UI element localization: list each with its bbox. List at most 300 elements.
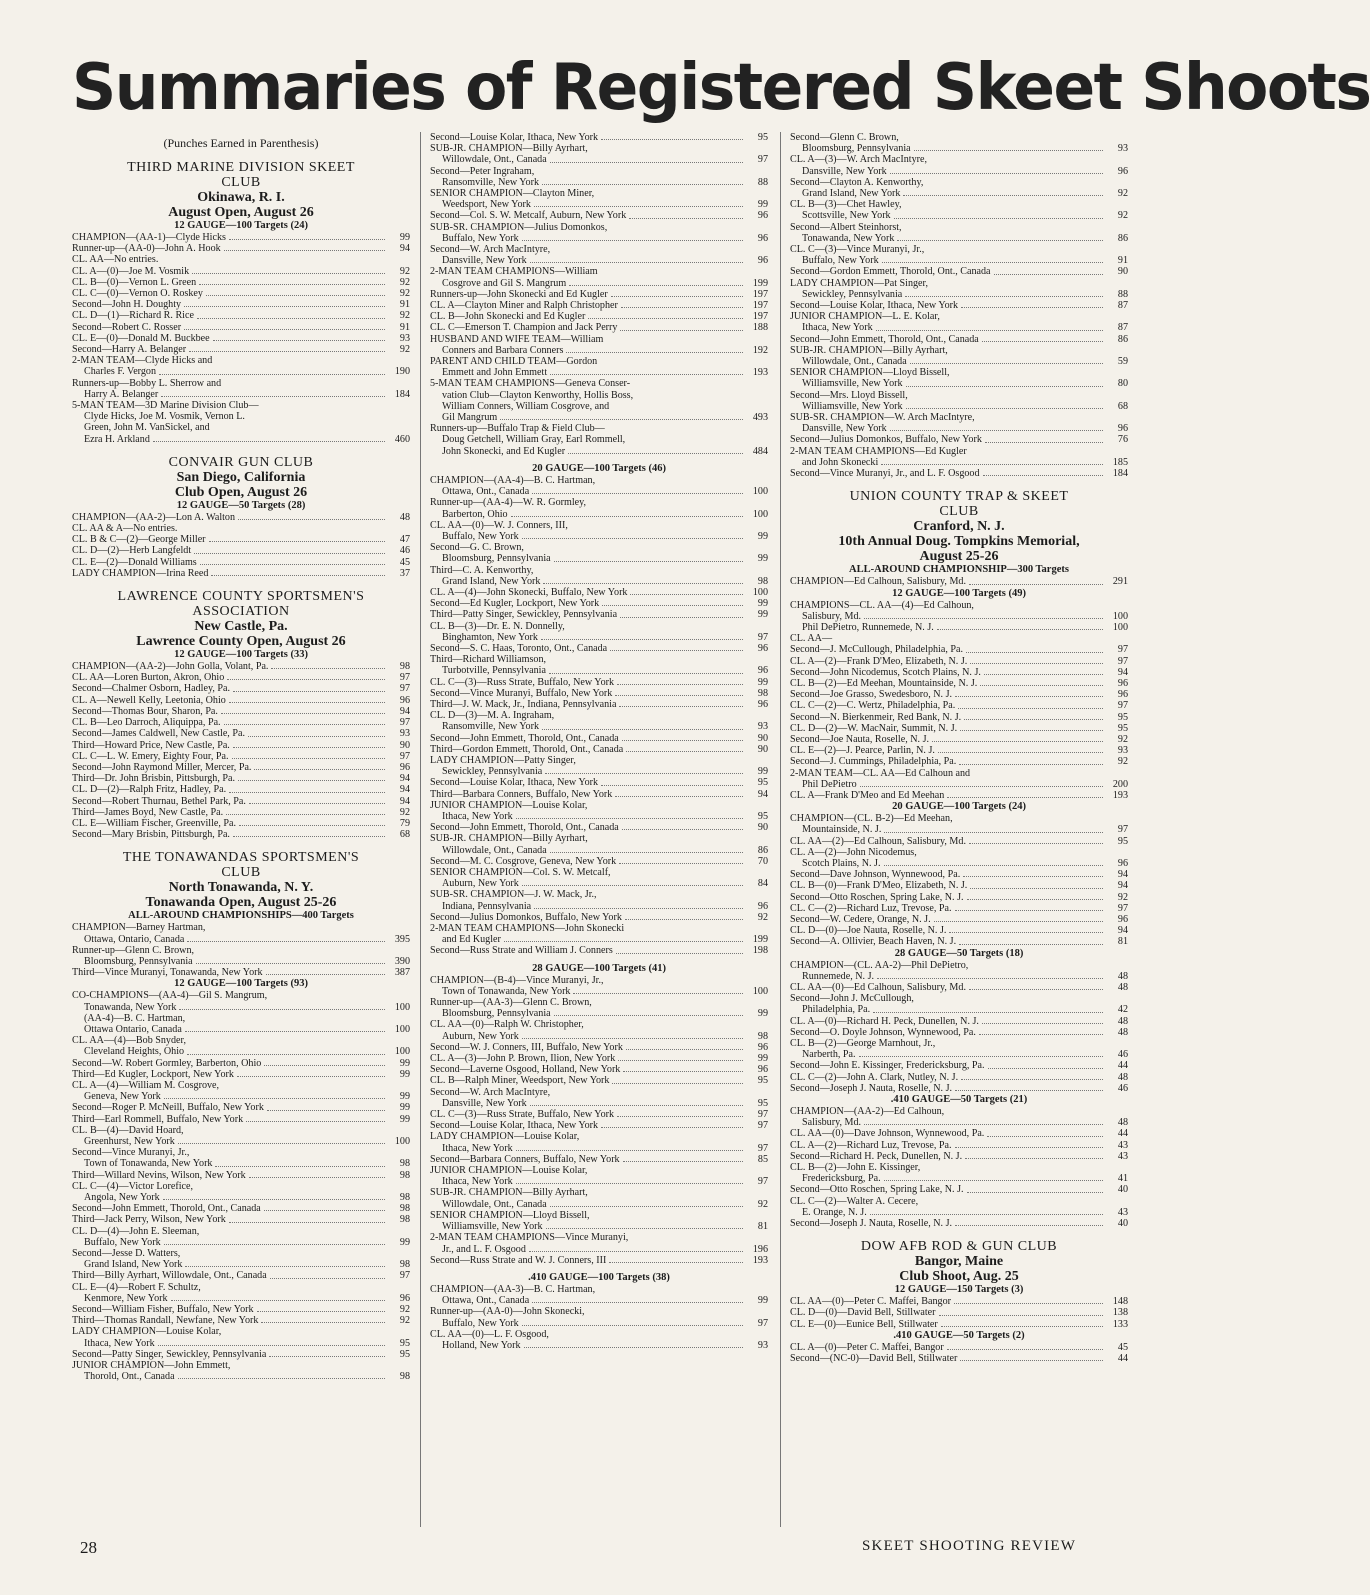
dot-leader: [516, 1183, 743, 1184]
result-text: 2-MAN TEAM CHAMPIONS—John Skonecki: [430, 923, 625, 935]
gauge-heading: 12 GAUGE—100 Targets (93): [174, 978, 308, 990]
result-line: [790, 289, 1128, 300]
dot-leader: [187, 941, 385, 942]
result-line: [72, 740, 410, 751]
result-line: [430, 789, 768, 800]
result-name: CL. B—Ralph Miner, Weedsport, New York: [430, 1075, 610, 1087]
dot-leader: [532, 1302, 743, 1303]
result-name: Second—W. Robert Gormley, Barberton, Ohio: [72, 1057, 262, 1069]
result-name: Emmett and John Emmett: [442, 367, 548, 379]
result-name: Willowdale, Ont., Canada: [442, 154, 547, 166]
dot-leader: [890, 173, 1103, 174]
result-name: Second—Robert C. Rosser: [72, 321, 182, 333]
dot-leader: [266, 974, 385, 975]
result-text: SUB-JR. CHAMPION—Billy Ayrhart,: [430, 143, 588, 155]
dot-leader: [625, 919, 743, 920]
dot-leader: [873, 1012, 1103, 1013]
result-line: [790, 689, 1128, 700]
result-line: [790, 1296, 1128, 1307]
result-line: [790, 1016, 1128, 1027]
result-score: 92: [399, 806, 410, 818]
result-name: CL. E—(2)—Donald Williams: [72, 556, 197, 568]
dot-leader: [522, 1038, 743, 1039]
result-line: [430, 412, 768, 423]
result-name: Runner-up—(AA-0)—John A. Hook: [72, 243, 221, 255]
result-score: 99: [399, 1057, 410, 1069]
result-line: [790, 356, 1128, 367]
result-line: [430, 289, 768, 300]
result-line: [790, 1342, 1128, 1353]
result-name: LADY CHAMPION—Irina Reed: [72, 567, 209, 579]
result-line: [790, 622, 1128, 633]
result-line: [790, 188, 1128, 199]
dot-leader: [516, 1150, 743, 1151]
result-score: 44: [1117, 1060, 1128, 1072]
result-score: 87: [1117, 322, 1128, 334]
dot-leader: [227, 679, 385, 680]
result-text: Third—Richard Williamson,: [430, 654, 547, 666]
result-name: Second—Louise Kolar, Ithaca, New York: [430, 777, 599, 789]
result-text: Clyde Hicks, Joe M. Vosmik, Vernon L.: [84, 411, 245, 423]
result-text: SENIOR CHAMPION—Lloyd Bissell,: [790, 367, 950, 379]
result-text: CL. B—(2)—John E. Kissinger,: [790, 1162, 921, 1174]
result-line: [72, 1170, 410, 1181]
result-line: [430, 367, 768, 378]
result-name: Grand Island, New York: [802, 188, 901, 200]
dot-leader: [550, 374, 743, 375]
result-name: Buffalo, New York: [442, 1317, 519, 1329]
result-name: Second—Joe Grasso, Swedesboro, N. J.: [790, 689, 953, 701]
result-line: [430, 132, 768, 143]
result-score: 97: [757, 1120, 768, 1132]
result-score: 95: [1117, 835, 1128, 847]
result-score: 99: [757, 1008, 768, 1020]
result-line: [72, 1158, 410, 1169]
dot-leader: [937, 629, 1103, 630]
result-text: LADY CHAMPION—Louise Kolar,: [72, 1326, 222, 1338]
result-line: [430, 345, 768, 356]
dot-leader: [566, 352, 743, 353]
dot-leader: [541, 639, 743, 640]
result-score: 97: [757, 1317, 768, 1329]
dot-leader: [610, 650, 743, 651]
result-score: 94: [1117, 869, 1128, 881]
result-name: CL. D—(0)—David Bell, Stillwater: [790, 1307, 936, 1319]
club-location: Cranford, N. J.: [913, 519, 1005, 535]
result-name: Second—Louise Kolar, Ithaca, New York: [430, 132, 599, 143]
result-text: 5-MAN TEAM—3D Marine Division Club—: [72, 400, 259, 412]
result-name: Weedsport, New York: [442, 199, 531, 211]
result-name: CL. AA—(0)—Peter C. Maffei, Bangor: [790, 1296, 952, 1308]
result-text: Second—Albert Steinhorst,: [790, 221, 902, 233]
result-text: CL. AA—(0)—Ralph W. Christopher,: [430, 1019, 584, 1031]
result-line: [790, 255, 1128, 266]
result-line: [430, 733, 768, 744]
result-score: 96: [1117, 689, 1128, 701]
result-name: Second—Thomas Bour, Sharon, Pa.: [72, 705, 218, 717]
dot-leader: [254, 769, 385, 770]
dot-leader: [955, 1225, 1103, 1226]
result-name: Philadelphia, Pa.: [802, 1004, 871, 1016]
result-line: [72, 706, 410, 717]
result-line: [430, 311, 768, 322]
result-name: Sewickley, Pennsylvania: [802, 288, 903, 300]
result-name: CL. A—(0)—Peter C. Maffei, Bangor: [790, 1341, 944, 1353]
result-name: Williamsville, New York: [802, 400, 903, 412]
result-line: [72, 344, 410, 355]
result-line: [72, 818, 410, 829]
result-text: CL. A—(4)—William M. Cosgrove,: [72, 1079, 220, 1091]
dot-leader: [870, 1214, 1103, 1215]
result-score: 133: [1112, 1318, 1128, 1330]
result-score: 95: [1117, 711, 1128, 723]
result-name: Salisbury, Md.: [802, 610, 862, 622]
result-name: Willowdale, Ont., Canada: [442, 1198, 547, 1210]
result-line: [72, 967, 410, 978]
result-line: [72, 333, 410, 344]
club-name: CLUB: [939, 504, 979, 520]
result-text: Second—W. Arch MacIntyre,: [430, 244, 551, 256]
result-text: 2-MAN TEAM CHAMPIONS—William: [430, 266, 598, 278]
result-score: 188: [752, 322, 768, 334]
club-location: North Tonawanda, N. Y.: [168, 880, 314, 896]
result-name: Ithaca, New York: [84, 1337, 155, 1349]
result-score: 98: [399, 1203, 410, 1215]
result-line: [790, 1151, 1128, 1162]
result-line: [430, 177, 768, 188]
dot-leader: [179, 1009, 385, 1010]
result-line: [790, 745, 1128, 756]
dot-leader: [238, 780, 385, 781]
result-line: [72, 934, 410, 945]
result-name: Second—Julius Domonkos, Buffalo, New York: [430, 911, 622, 923]
dot-leader: [960, 730, 1103, 731]
result-score: 92: [399, 1315, 410, 1327]
dot-leader: [860, 786, 1103, 787]
result-line: [790, 1218, 1128, 1229]
result-line: [72, 762, 410, 773]
result-text: CHAMPION—Barney Hartman,: [72, 922, 206, 934]
dot-leader: [914, 150, 1103, 151]
result-score: 95: [399, 1348, 410, 1360]
result-text: CL. B—(4)—David Hoard,: [72, 1124, 184, 1136]
dot-leader: [211, 575, 385, 576]
result-score: 46: [399, 545, 410, 557]
result-line: [430, 576, 768, 587]
result-name: CL. C—(2)—C. Wertz, Philadelphia, Pa.: [790, 700, 956, 712]
result-text: SUB-SR. CHAMPION—J. W. Mack, Jr.,: [430, 889, 597, 901]
dot-leader: [617, 684, 743, 685]
result-name: Conners and Barbara Conners: [442, 344, 564, 356]
dot-leader: [164, 1098, 385, 1099]
result-line: [72, 1058, 410, 1069]
result-score: 96: [757, 1064, 768, 1076]
result-score: 200: [1112, 778, 1128, 790]
result-line: [72, 1315, 410, 1326]
result-name: Second—J. McCullough, Philadelphia, Pa.: [790, 644, 963, 656]
result-line: [790, 678, 1128, 689]
result-score: 96: [757, 232, 768, 244]
result-text: JUNIOR CHAMPION—Louise Kolar,: [430, 799, 588, 811]
dot-leader: [979, 1034, 1103, 1035]
dot-leader: [884, 832, 1103, 833]
result-score: 96: [1117, 677, 1128, 689]
result-score: 81: [1117, 936, 1128, 948]
result-name: Indiana, Pennsylvania: [442, 900, 532, 912]
club-name: ASSOCIATION: [192, 604, 290, 620]
result-line: [790, 1307, 1128, 1318]
result-line: [72, 1349, 410, 1360]
result-name: Third—Vince Muranyi, Tonawanda, New York: [72, 967, 263, 979]
result-name: CL. A—(0)—Richard H. Peck, Dunellen, N. J.: [790, 1015, 979, 1027]
result-line: [430, 531, 768, 542]
dot-leader: [966, 652, 1103, 653]
result-name: Ithaca, New York: [442, 810, 513, 822]
result-line: [430, 1295, 768, 1306]
result-score: 93: [757, 1339, 768, 1351]
result-line: [72, 310, 410, 321]
event-name: August Open, August 26: [168, 205, 314, 220]
result-name: Second—Joseph J. Nauta, Roselle, N. J.: [790, 1218, 953, 1230]
result-text: CL. B—(3)—Chet Hawley,: [790, 199, 902, 211]
result-score: 99: [399, 1102, 410, 1114]
page-title: Summaries of Registered Skeet Shoots: [72, 51, 1370, 125]
result-line: [72, 243, 410, 254]
result-score: 99: [757, 553, 768, 565]
result-name: Geneva, New York: [84, 1091, 161, 1103]
result-line: [430, 1109, 768, 1120]
result-name: Second—John H. Doughty: [72, 299, 182, 311]
result-line: [72, 1237, 410, 1248]
result-line: [790, 644, 1128, 655]
result-score: 390: [394, 955, 410, 967]
result-line: [790, 468, 1128, 479]
dot-leader: [947, 797, 1103, 798]
result-text: JUNIOR CHAMPION—John Emmett,: [72, 1360, 231, 1372]
result-line: [72, 672, 410, 683]
club-name: CLUB: [221, 865, 261, 881]
dot-leader: [619, 706, 743, 707]
gauge-heading: 28 GAUGE—100 Targets (41): [532, 962, 666, 974]
dot-leader: [876, 330, 1103, 331]
result-score: 95: [757, 132, 768, 143]
result-score: 97: [757, 1109, 768, 1121]
result-score: 493: [752, 412, 768, 424]
result-line: [430, 300, 768, 311]
result-line: [72, 434, 410, 445]
club-name: THIRD MARINE DIVISION SKEET: [127, 160, 355, 175]
dot-leader: [615, 695, 743, 696]
result-name: Third—Earl Rommell, Buffalo, New York: [72, 1113, 244, 1125]
result-line: [790, 334, 1128, 345]
dot-leader: [522, 1325, 743, 1326]
dot-leader: [187, 1054, 385, 1055]
result-score: 96: [757, 900, 768, 912]
result-name: Second—Robert Thurnau, Bethel Park, Pa.: [72, 795, 246, 807]
result-name: Scotch Plains, N. J.: [802, 857, 881, 869]
result-score: 90: [399, 739, 410, 751]
result-name: Second—Joe Nauta, Roselle, N. J.: [790, 733, 930, 745]
dot-leader: [619, 863, 743, 864]
result-score: 95: [757, 777, 768, 789]
result-name: Runnemede, N. J.: [802, 970, 875, 982]
result-name: Holland, New York: [442, 1339, 521, 1351]
result-name: Second—M. C. Cosgrove, Geneva, New York: [430, 855, 617, 867]
result-score: 42: [1117, 1004, 1128, 1016]
dot-leader: [229, 239, 385, 240]
dot-leader: [267, 1110, 385, 1111]
dot-leader: [622, 740, 743, 741]
dot-leader: [233, 747, 385, 748]
result-score: 291: [1112, 576, 1128, 588]
dot-leader: [961, 307, 1103, 308]
result-name: Third—Gordon Emmett, Thorold, Ont., Canada: [430, 743, 624, 755]
result-score: 96: [757, 642, 768, 654]
dot-leader: [958, 708, 1103, 709]
result-name: Barberton, Ohio: [442, 508, 508, 520]
event-name: Lawrence County Open, August 26: [136, 634, 346, 650]
dot-leader: [897, 240, 1103, 241]
result-score: 94: [399, 784, 410, 796]
result-text: CL. AA—(0)—W. J. Conners, III,: [430, 519, 568, 531]
result-line: [72, 1102, 410, 1113]
result-name: CL. B—Leo Darroch, Aliquippa, Pa.: [72, 717, 221, 729]
result-score: 99: [757, 1295, 768, 1307]
result-score: 98: [757, 575, 768, 587]
result-score: 86: [1117, 333, 1128, 345]
gauge-heading: 12 GAUGE—50 Targets (28): [176, 499, 306, 511]
result-line: [790, 700, 1128, 711]
result-score: 48: [1117, 982, 1128, 993]
result-line: [790, 1184, 1128, 1195]
result-line: [790, 166, 1128, 177]
result-name: Second—Russ Strate and William J. Conners: [430, 945, 613, 957]
result-text: CL. AA & A—No entries.: [72, 523, 178, 535]
result-name: CL. E—(0)—Eunice Bell, Stillwater: [790, 1318, 938, 1330]
result-name: Fredericksburg, Pa.: [802, 1173, 881, 1185]
result-name: Bloomsburg, Pennsylvania: [442, 1008, 551, 1020]
club-name: THE TONAWANDAS SPORTSMEN'S: [122, 850, 360, 866]
result-line: [72, 1203, 410, 1214]
result-score: 99: [399, 1236, 410, 1248]
result-name: Second—John Raymond Miller, Mercer, Pa.: [72, 761, 252, 773]
result-score: 91: [399, 299, 410, 311]
dot-leader: [550, 852, 743, 853]
result-score: 96: [1117, 165, 1128, 177]
dot-leader: [984, 674, 1103, 675]
result-name: CL. C—Emerson T. Champion and Jack Perry: [430, 322, 618, 334]
result-name: Second—Richard H. Peck, Dunellen, N. J.: [790, 1150, 963, 1162]
gauge-heading: 28 GAUGE—50 Targets (18): [894, 947, 1024, 959]
result-name: CL. AA—Loren Burton, Akron, Ohio: [72, 672, 225, 684]
result-line: [430, 643, 768, 654]
result-line: [72, 1304, 410, 1315]
dot-leader: [209, 541, 385, 542]
result-name: CL. E—William Fischer, Greenville, Pa.: [72, 817, 237, 829]
result-text: Second—G. C. Brown,: [430, 542, 524, 554]
result-text: LADY CHAMPION—Patty Singer,: [430, 754, 576, 766]
result-score: 98: [399, 1371, 410, 1383]
result-score: 98: [399, 1169, 410, 1181]
club-name: CONVAIR GUN CLUB: [168, 454, 314, 470]
result-score: 97: [757, 631, 768, 643]
result-line: [72, 796, 410, 807]
result-name: CL. A—(2)—Frank D'Meo, Elizabeth, N. J.: [790, 655, 968, 667]
result-score: 96: [399, 1292, 410, 1304]
result-score: 45: [399, 556, 410, 568]
result-line: [430, 1244, 768, 1255]
dot-leader: [601, 785, 743, 786]
event-name: August 25-26: [919, 549, 999, 565]
result-line: [790, 936, 1128, 947]
dot-leader: [542, 729, 743, 730]
result-name: Sewickley, Pennsylvania: [442, 766, 543, 778]
dot-leader: [959, 764, 1103, 765]
result-score: 40: [1117, 1184, 1128, 1196]
dot-leader: [617, 1116, 743, 1117]
result-name: Binghamton, New York: [442, 631, 538, 643]
dot-leader: [881, 464, 1103, 465]
result-score: 86: [757, 844, 768, 856]
dot-leader: [955, 910, 1104, 911]
result-score: 100: [1112, 610, 1128, 622]
result-line: [72, 695, 410, 706]
event-name: Club Shoot, Aug. 25: [899, 1269, 1019, 1285]
dot-leader: [194, 553, 385, 554]
result-score: 41: [1117, 1173, 1128, 1185]
gauge-heading: .410 GAUGE—50 Targets (2): [893, 1329, 1025, 1341]
result-score: 193: [752, 1254, 768, 1266]
dot-leader: [955, 1090, 1103, 1091]
result-line: [430, 822, 768, 833]
result-line: [790, 210, 1128, 221]
dot-leader: [947, 1349, 1103, 1350]
dot-leader: [511, 516, 743, 517]
dot-leader: [224, 724, 385, 725]
result-name: CL. C—(3)—Russ Strate, Buffalo, New York: [430, 676, 615, 688]
result-name: Grand Island, New York: [84, 1259, 183, 1271]
dot-leader: [969, 584, 1103, 585]
result-name: Second—William Fisher, Buffalo, New York: [72, 1304, 254, 1316]
result-score: 97: [1117, 824, 1128, 836]
result-name: Town of Tonawanda, New York: [84, 1158, 213, 1170]
result-score: 93: [1117, 745, 1128, 757]
gauge-heading: ALL-AROUND CHAMPIONSHIP—300 Targets: [849, 564, 1069, 576]
result-line: [430, 632, 768, 643]
result-name: Ottawa, Ont., Canada: [442, 486, 530, 498]
result-score: 92: [399, 265, 410, 277]
result-line: [72, 956, 410, 967]
result-line: [790, 656, 1128, 667]
result-score: 46: [1117, 1049, 1128, 1061]
result-score: 43: [1117, 1150, 1128, 1162]
result-score: 48: [399, 511, 410, 523]
result-line: [430, 210, 768, 221]
dot-leader: [905, 296, 1103, 297]
result-score: 81: [757, 1221, 768, 1233]
result-text: CL. AA—: [790, 633, 833, 645]
result-score: 96: [757, 665, 768, 677]
result-name: Third—J. W. Mack, Jr., Indiana, Pennsylvania: [430, 698, 617, 710]
result-line: [790, 790, 1128, 801]
event-name: Tonawanda Open, August 25-26: [145, 895, 337, 911]
result-score: 96: [1117, 423, 1128, 435]
dot-leader: [954, 1303, 1103, 1304]
result-score: 99: [757, 1053, 768, 1065]
result-text: PARENT AND CHILD TEAM—Gordon: [430, 356, 598, 368]
result-line: [790, 378, 1128, 389]
dot-leader: [982, 1023, 1103, 1024]
